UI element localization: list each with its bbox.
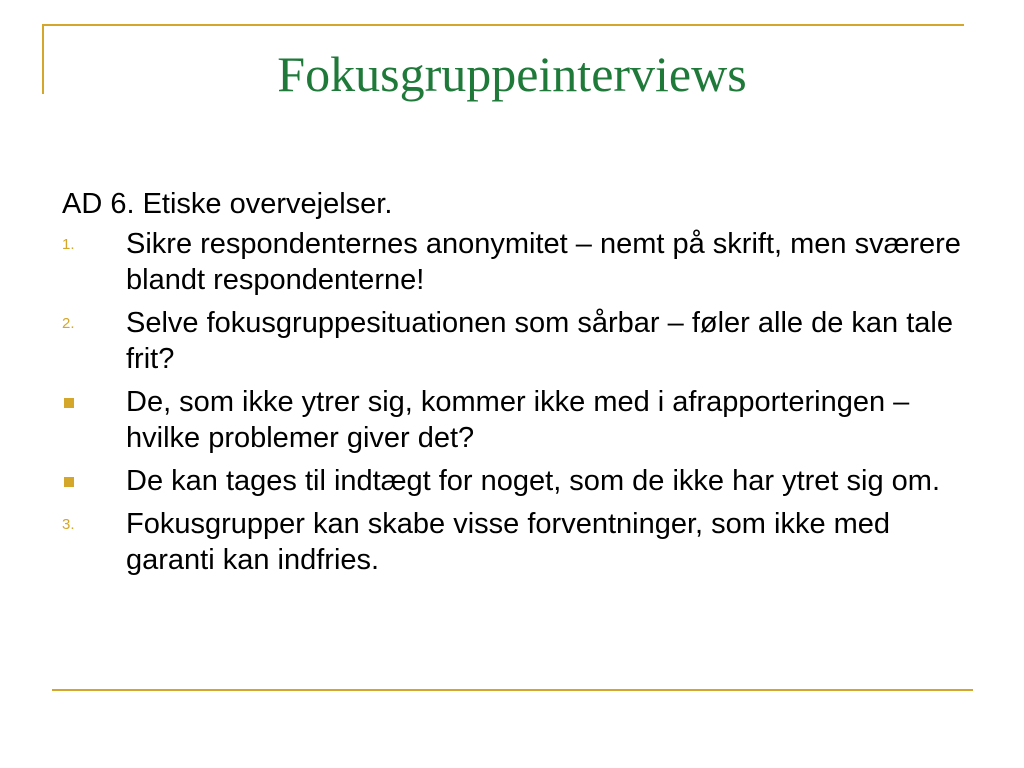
slide-content: [62, 186, 962, 585]
list-item-3: [62, 384, 962, 456]
list-item-5: [62, 506, 962, 578]
list-item-4-text: De kan tages til indtægt for noget, som de ikke har ytret sig om.: [126, 465, 940, 497]
list-item-2-text: Selve fokusgruppesituationen som sårbar – føler alle de kan tale frit?: [126, 307, 953, 375]
frame-bottom-line: [52, 689, 973, 691]
frame-top-line: [42, 24, 964, 26]
list-item-5-text: Fokusgrupper kan skabe visse forventninger, som ikke med garanti kan indfries.: [126, 508, 891, 576]
list-number-3: 3.: [62, 516, 75, 533]
list-item-1: [62, 226, 962, 298]
square-bullet-icon: [64, 477, 74, 487]
square-bullet-icon: [64, 398, 74, 408]
list-item-3-text: De, som ikke ytrer sig, kommer ikke med i afrapporteringen – hvilke problemer giver det?: [126, 386, 910, 454]
list-number-1: 1.: [62, 236, 75, 253]
list-number-2: 2.: [62, 315, 75, 332]
list-item-4: [62, 463, 962, 499]
intro-text: AD 6. Etiske overvejelser.: [62, 188, 393, 220]
list-item-2: [62, 305, 962, 377]
list-item-1-text: Sikre respondenternes anonymitet – nemt på skrift, men sværere blandt respondenterne!: [126, 228, 961, 296]
slide-title: Fokusgruppeinterviews: [277, 46, 747, 102]
